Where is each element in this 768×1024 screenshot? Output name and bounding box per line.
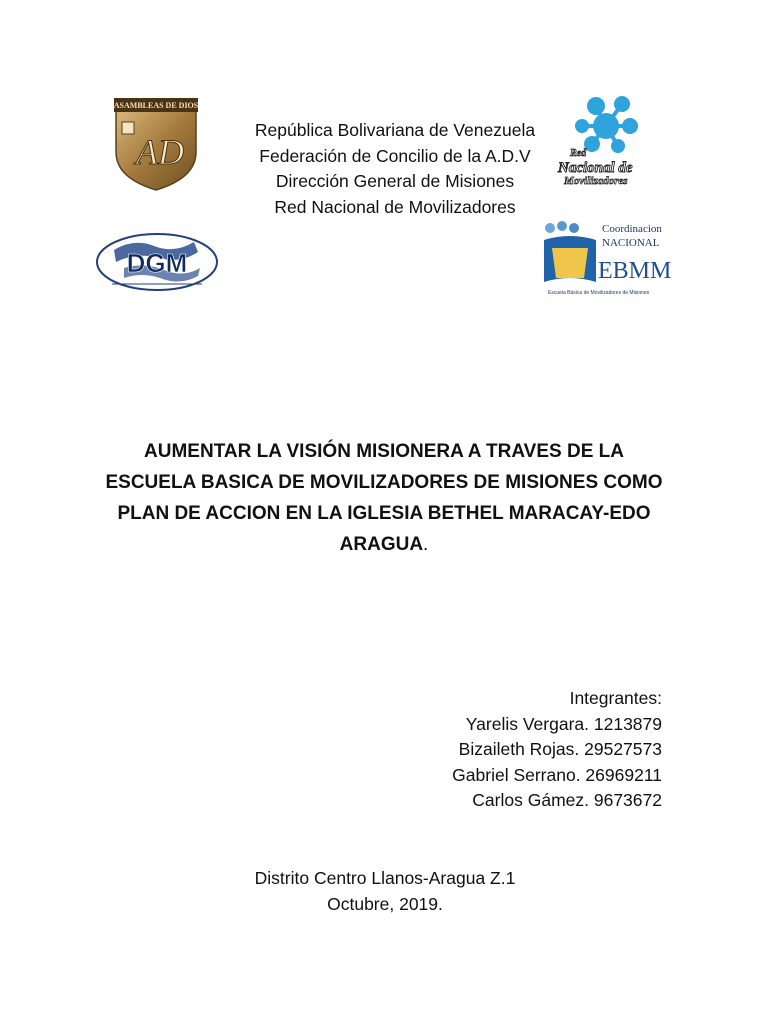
- footer-block: [225, 866, 545, 917]
- title-line-2: ESCUELA BASICA DE MOVILIZADORES DE MISIONES COMO: [105, 472, 663, 493]
- header-line-3: Dirección General de Misiones: [275, 171, 515, 191]
- ebmm-coordinacion-logo: [540, 218, 672, 308]
- header-line-1: República Bolivariana de Venezuela: [254, 120, 536, 140]
- member-item: Gabriel Serrano. 26969211: [452, 764, 662, 785]
- district-text: Distrito Centro Llanos-Aragua Z.1: [254, 868, 516, 888]
- ebmm-logo-caption: Escuela Básica de Movilizadores de Misiones: [548, 290, 650, 296]
- ebmm-logo-line1: Coordinacion: [602, 223, 662, 235]
- red-logo-line3: Movilizadores: [564, 175, 628, 187]
- red-nacional-movilizadores-logo: [556, 96, 662, 188]
- header-line-2: Federación de Concilio de la A.D.V: [259, 145, 531, 166]
- members-heading: Integrantes:: [569, 688, 662, 708]
- dgm-world-logo: [94, 228, 220, 294]
- header-line-4: Red Nacional de Movilizadores: [274, 196, 516, 217]
- ad-logo-letters: AD: [136, 132, 184, 172]
- title-period: .: [423, 534, 429, 555]
- title-line-3: PLAN DE ACCION EN LA IGLESIA BETHEL MARACAY-EDO: [117, 503, 651, 524]
- date-text: Octubre, 2019.: [327, 893, 443, 914]
- ad-logo-banner: ASAMBLEAS DE DIOS: [113, 101, 199, 110]
- member-item: Yarelis Vergara. 1213879: [465, 713, 662, 734]
- title-line-1: AUMENTAR LA VISIÓN MISIONERA A TRAVES DE LA: [144, 441, 624, 462]
- asambleas-de-dios-logo: [112, 96, 200, 192]
- title-last-word: ARAGUA: [339, 534, 424, 555]
- dgm-logo-letters: DGM: [126, 248, 188, 278]
- red-logo-line1: Red: [570, 148, 587, 159]
- members-block: [452, 686, 662, 814]
- member-item: Carlos Gámez. 9673672: [472, 790, 662, 810]
- ebmm-logo-letters: EBMM: [598, 258, 672, 284]
- ebmm-logo-line2: NACIONAL: [602, 237, 660, 249]
- document-title: [95, 436, 673, 560]
- member-item: Bizaileth Rojas. 29527573: [458, 739, 662, 759]
- red-logo-line2: Nacional de: [558, 160, 633, 176]
- institution-header: [240, 118, 550, 220]
- title-line-4: [95, 529, 673, 560]
